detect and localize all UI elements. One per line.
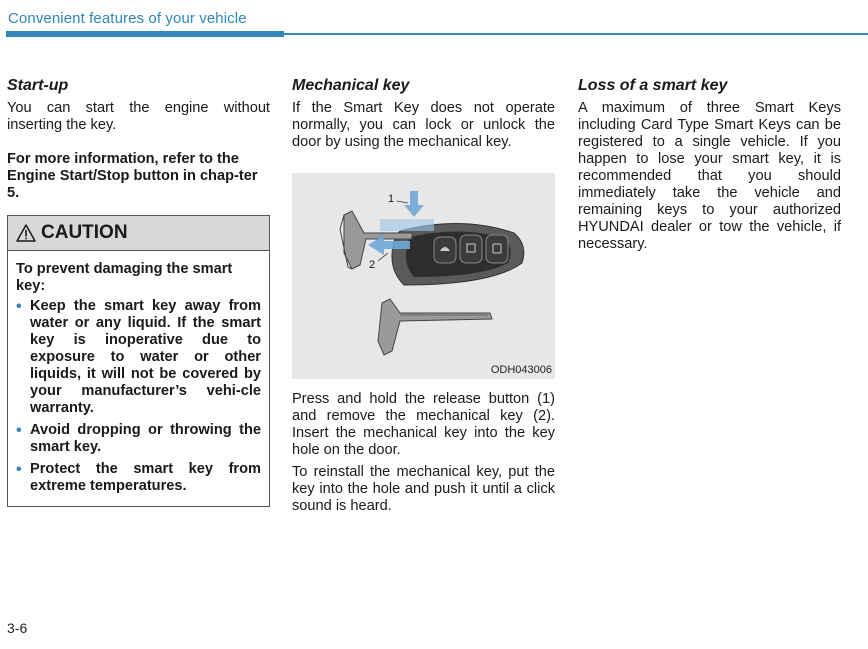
caution-list — [16, 298, 261, 495]
mechanical-instructions: Press and hold the release button (1) and remove the mechanical key (2). Insert the mechanical key into the key hole on the door. — [292, 391, 555, 458]
caution-item: • Avoid dropping or throwing the smart key. — [16, 422, 261, 455]
caution-body — [8, 251, 269, 506]
smart-key-illustration — [292, 173, 555, 379]
caution-item: • Protect the smart key from extreme temperatures. — [16, 461, 261, 494]
mechanical-body: If the Smart Key does not operate normally, you can lock or unlock the door by using the mechanical key. — [292, 100, 555, 150]
bullet-icon: • — [16, 298, 22, 315]
figure-code: ODH043006 — [490, 364, 552, 376]
callout-label-1: 1 — [388, 193, 395, 205]
caution-intro: To prevent damaging the smart key: — [16, 261, 233, 294]
header-rule-thick — [6, 31, 284, 37]
bullet-icon: • — [16, 461, 22, 478]
warning-triangle-icon — [16, 224, 36, 242]
caution-header — [8, 216, 269, 251]
startup-heading: Start-up — [7, 77, 69, 94]
loss-heading: Loss of a smart key — [578, 77, 728, 94]
callout-label-2: 2 — [369, 259, 376, 271]
mechanical-heading: Mechanical key — [292, 77, 410, 94]
caution-title: CAUTION — [41, 222, 128, 243]
section-header-title: Convenient features of your vehicle — [8, 10, 247, 27]
column-loss — [578, 76, 841, 253]
startup-more-info: For more information, refer to the Engine Start/Stop button in chap-ter 5. — [7, 151, 258, 201]
column-mechanical-key — [292, 76, 555, 515]
column-startup — [7, 76, 270, 507]
caution-box — [7, 215, 270, 507]
caution-item: • Keep the smart key away from water or any liquid. If the smart key is inoperative due to exposure to water or other liquids, it will not be covered by your manufacturer’s vehi-cle warranty. — [16, 298, 261, 416]
header-rule-thin — [284, 33, 868, 35]
loss-body: A maximum of three Smart Keys including Card Type Smart Keys can be registered to a single vehicle. If you happen to lose your smart key, it is recommended that you should immediately take the vehicle and remaining keys to your authorized HYUNDAI dealer or tow the vehicle, if necessary. — [578, 100, 841, 252]
bullet-icon: • — [16, 422, 22, 439]
startup-body: You can start the engine without inserting the key. — [7, 100, 270, 133]
page-number: 3-6 — [7, 620, 28, 636]
smart-key-figure — [292, 173, 555, 379]
mechanical-reinstall: To reinstall the mechanical key, put the key into the hole and push it until a click sound is heard. — [292, 464, 555, 514]
